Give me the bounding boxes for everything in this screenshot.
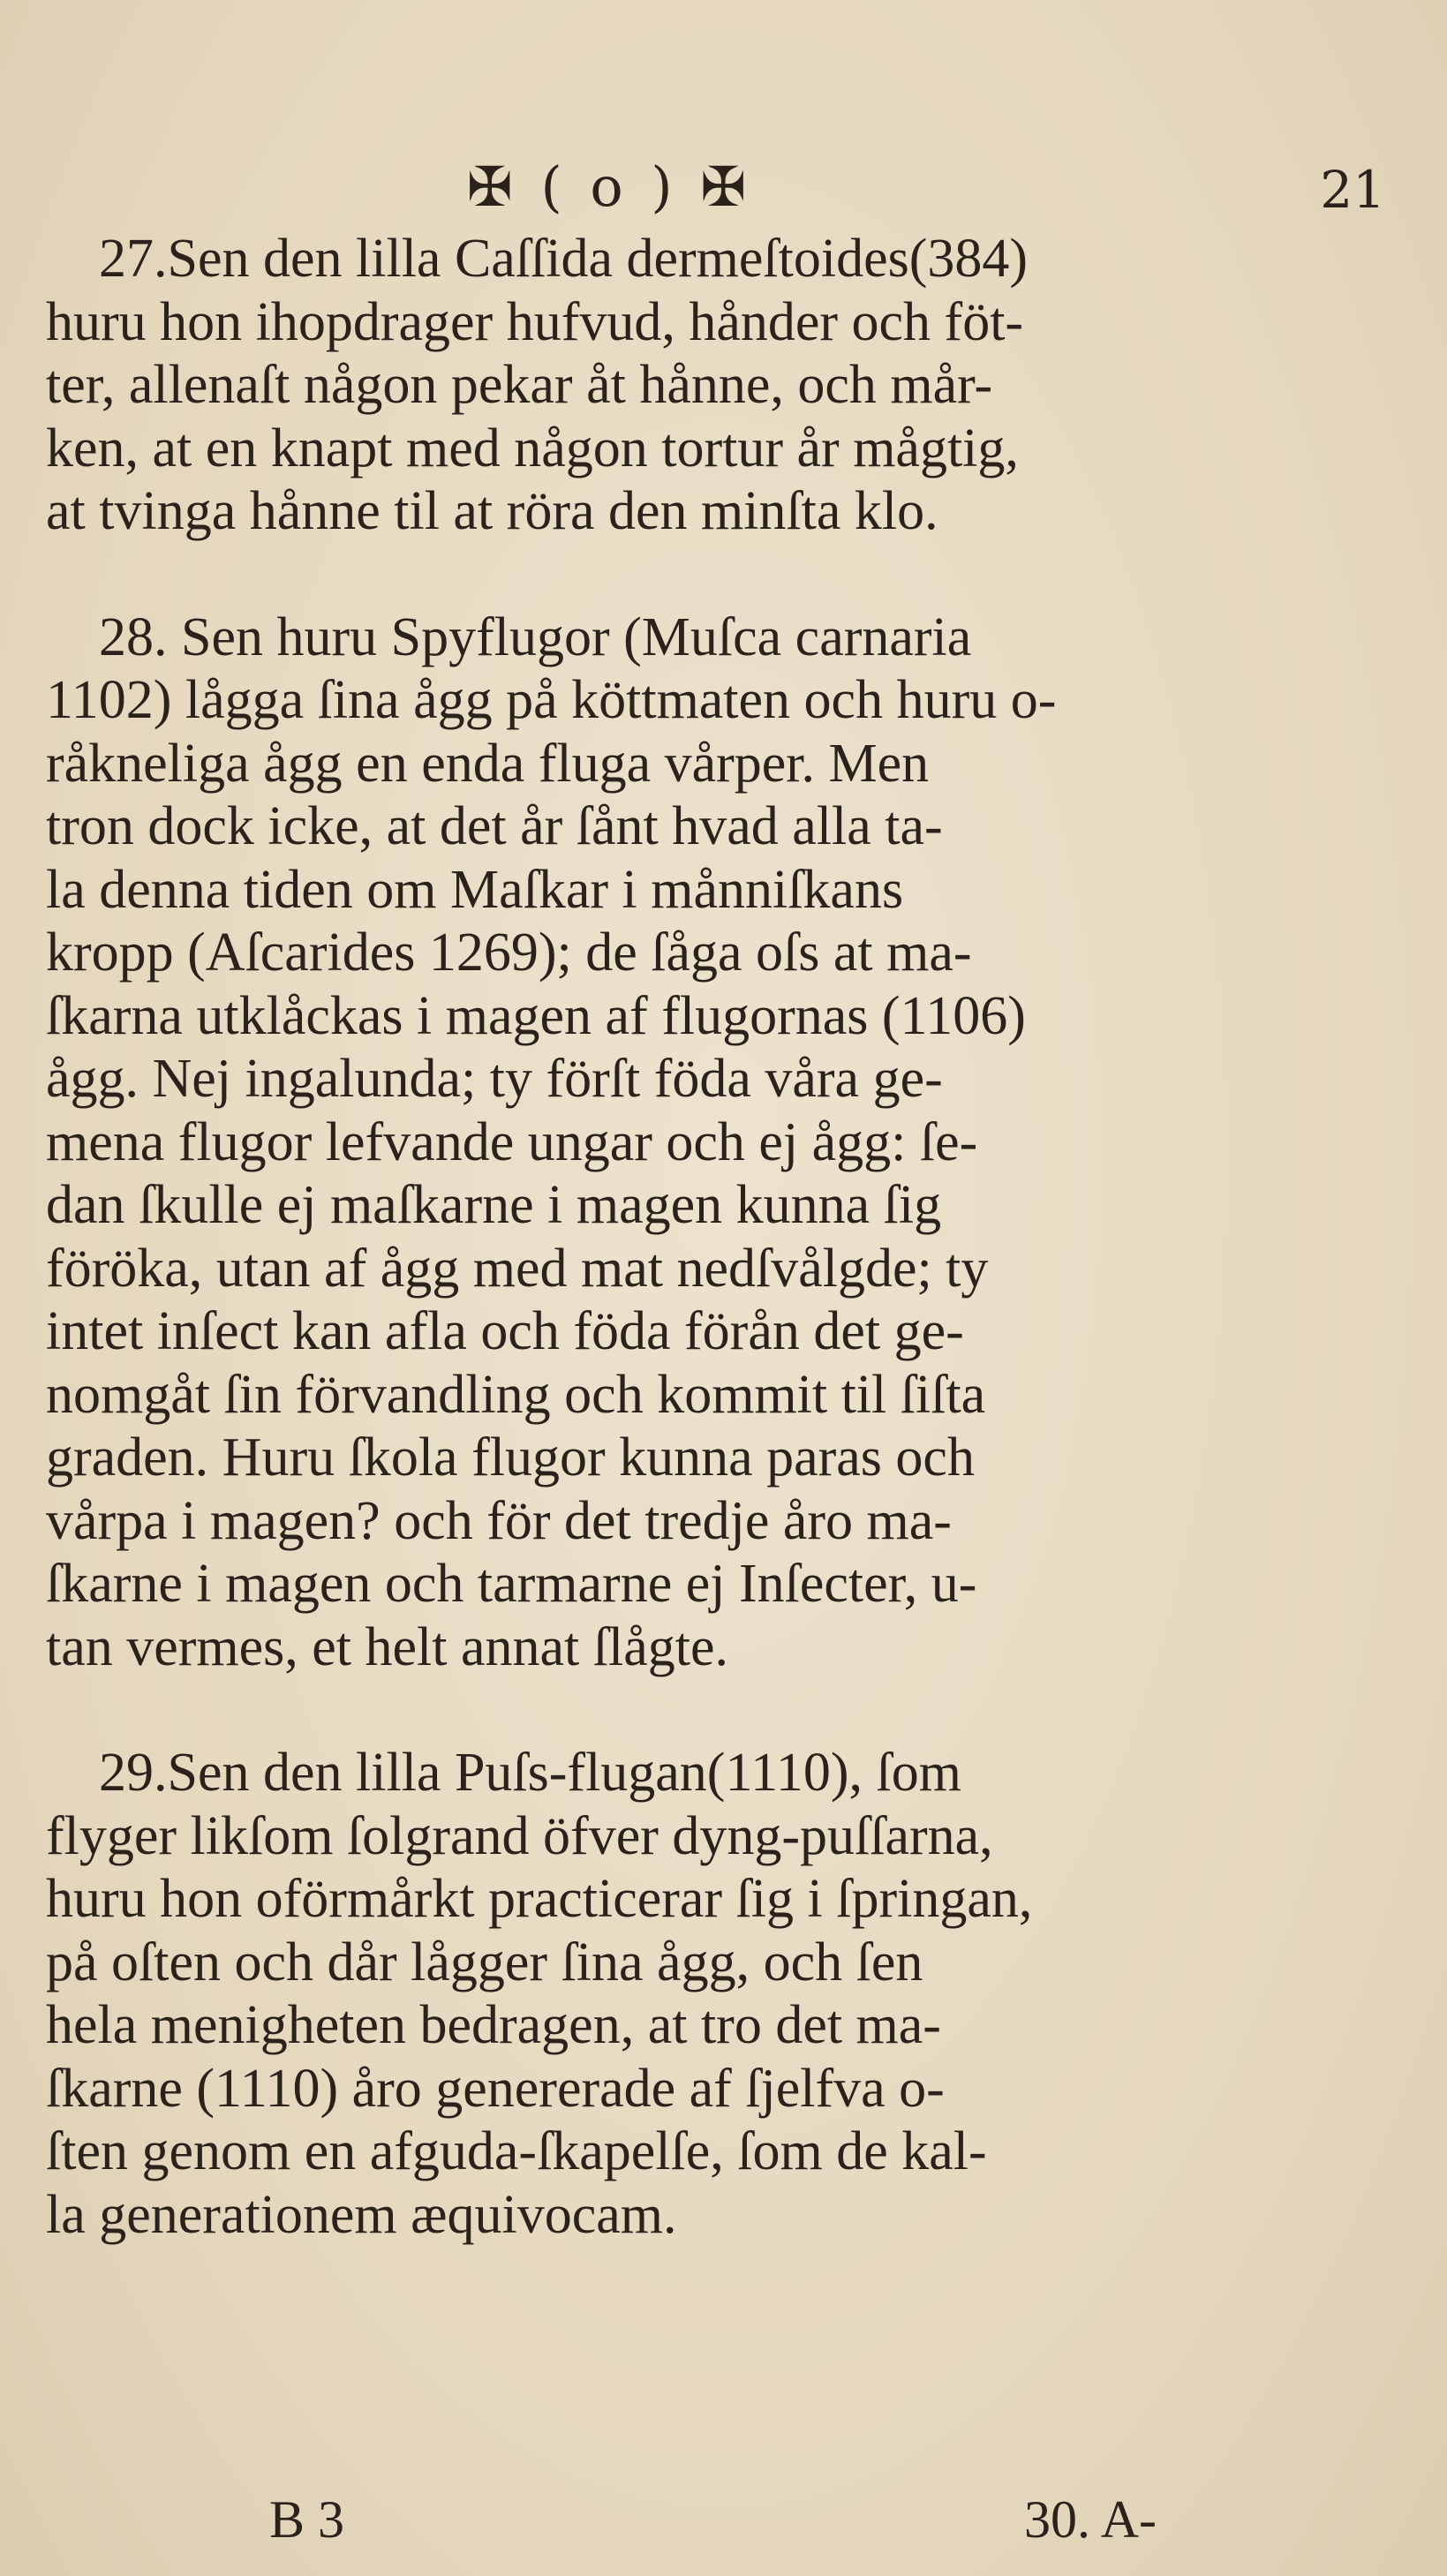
catchword: 30. A- [1024, 2490, 1157, 2549]
page-number: 21 [1320, 160, 1385, 220]
text-line: flyger likſom ſolgrand öfver dyng-puſſarna, [46, 1805, 993, 1866]
text-line: råkneliga ågg en enda fluga vårper. Men [46, 733, 930, 794]
text-line: ſkarna utklåckas i magen af flugornas (1106) [46, 985, 1026, 1046]
text-line: 29.Sen den lilla Puſs-flugan(1110), ſom [99, 1743, 961, 1803]
paragraph-29 [46, 1742, 1413, 2247]
text-line: 1102) lågga ſina ågg på köttmaten och huru o- [46, 670, 1057, 730]
text-line: ſten genom en afguda-ſkapelſe, ſom de kal- [46, 2121, 987, 2181]
text-line: la denna tiden om Maſkar i månniſkans [46, 859, 904, 920]
text-line: på oſten och dår lågger ſina ågg, och ſen [46, 1932, 923, 1992]
text-line: vårpa i magen? och för det tredje åro ma- [46, 1490, 952, 1551]
page-footer [0, 2489, 1447, 2560]
paragraph-28 [46, 606, 1413, 1680]
text-line: tron dock icke, at det år ſånt hvad alla ta- [46, 796, 943, 856]
text-line: dan ſkulle ej maſkarne i magen kunna ſig [46, 1175, 942, 1235]
paragraph-27 [46, 228, 1413, 544]
text-line: at tvinga hånne til at röra den minſta klo. [46, 481, 938, 541]
text-line: ter, allenaſt någon pekar åt hånne, och mår- [46, 355, 993, 415]
text-line: graden. Huru ſkola flugor kunna paras och [46, 1427, 975, 1488]
body-text [46, 228, 1413, 2309]
text-line: huru hon oförmårkt practicerar ſig i ſpringan, [46, 1869, 1033, 1929]
text-line: nomgåt ſin förvandling och kommit til ſiſta [46, 1364, 986, 1425]
text-line: tan vermes, et helt annat ſlågte. [46, 1616, 728, 1677]
page-header [0, 146, 1447, 225]
text-line: ågg. Nej ingalunda; ty förſt föda våra ge- [46, 1049, 943, 1109]
text-line: mena flugor lefvande ungar och ej ågg: ſe- [46, 1111, 978, 1172]
text-line: 28. Sen huru Spyflugor (Muſca carnaria [99, 606, 972, 667]
text-line: 27.Sen den lilla Caſſida dermeſtoides(384) [99, 229, 1029, 289]
text-line: kropp (Aſcarides 1269); de ſåga oſs at ma- [46, 923, 972, 983]
text-line: ſkarne i magen och tarmarne ej Inſecter, u- [46, 1554, 977, 1614]
text-line: ſkarne (1110) åro genererade af ſjelfva o- [46, 2058, 945, 2119]
header-ornament: ✠ ( o ) ✠ [466, 154, 752, 219]
text-line: föröka, utan af ågg med mat nedſvålgde; ty [46, 1238, 989, 1299]
signature-mark: B 3 [269, 2490, 345, 2549]
text-line: ken, at en knapt med någon tortur år mågtig, [46, 418, 1019, 478]
text-line: intet inſect kan afla och föda förån det ge- [46, 1301, 964, 1361]
text-line: hela menigheten bedragen, at tro det ma- [46, 1995, 941, 2055]
text-line: la generationem æquivocam. [46, 2184, 677, 2245]
text-line: huru hon ihopdrager hufvud, hånder och föt- [46, 291, 1024, 352]
